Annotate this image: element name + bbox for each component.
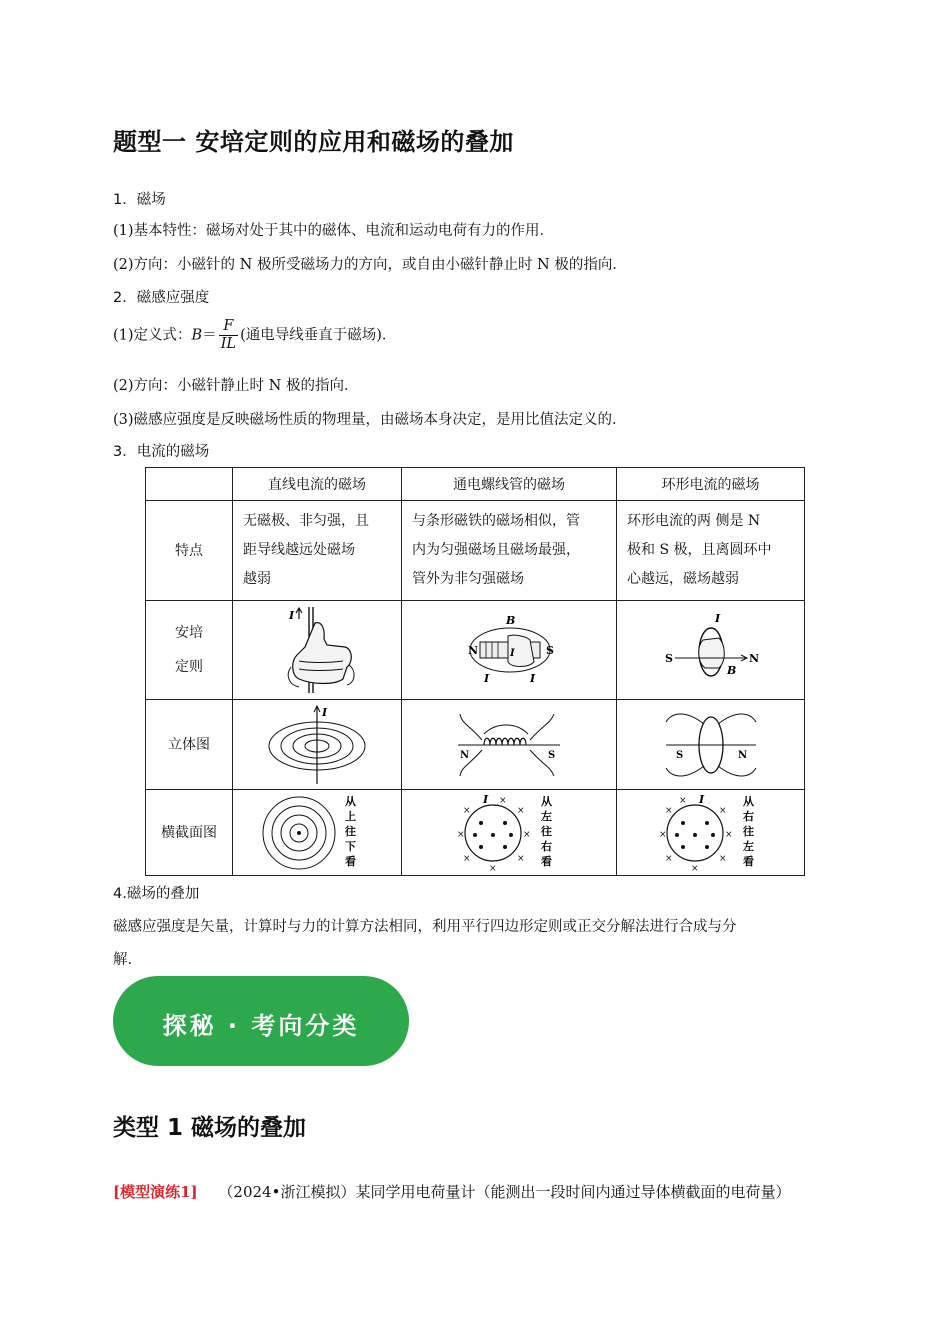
label-I: I	[510, 648, 515, 659]
view-direction-label	[541, 795, 552, 868]
svg-text:看: 看	[345, 854, 356, 868]
figure-loop-cross	[617, 790, 805, 876]
figure-solenoid-rule	[402, 601, 617, 700]
label-N: N	[460, 749, 470, 761]
section-heading-magnetic-field: 1．磁场	[113, 192, 166, 208]
right-hand-straight-illustration	[269, 605, 365, 695]
label-S: S	[548, 749, 556, 761]
exercise-tag: [模型演练1]	[113, 1183, 198, 1201]
svg-text:下: 下	[345, 839, 356, 853]
paragraph: (1)基本特性：磁场对处于其中的磁体、电流和运动电荷有力的作用．	[113, 223, 555, 239]
label-I: I	[483, 792, 489, 806]
label-I: I	[714, 612, 720, 625]
label-I: I	[484, 672, 490, 685]
svg-text:×: ×	[664, 805, 673, 816]
paragraph: 磁感应强度是矢量，计算时与力的计算方法相同，利用平行四边形定则或正交分解法进行合成与分	[113, 919, 737, 935]
svg-text:从: 从	[345, 794, 356, 808]
row-label: 安培 定则	[146, 601, 233, 700]
row-label: 横截面图	[146, 790, 233, 876]
current-field-table	[145, 467, 805, 876]
label-S: S	[546, 644, 554, 657]
figure-straight-rule	[233, 601, 402, 700]
right-hand-loop-illustration	[661, 610, 761, 690]
svg-text:×: ×	[499, 795, 507, 806]
svg-text:×: ×	[724, 829, 733, 840]
view-direction-label	[743, 795, 754, 868]
svg-text:×: ×	[718, 805, 727, 816]
loop-field-lines	[656, 704, 766, 786]
svg-text:从: 从	[541, 794, 552, 808]
svg-text:×: ×	[523, 829, 531, 840]
label-S: S	[664, 652, 673, 665]
figure-loop-rule	[617, 601, 805, 700]
table-header: 直线电流的磁场	[233, 468, 402, 501]
exercise-line	[113, 1181, 790, 1202]
section-heading-current-field: 3．电流的磁场	[113, 444, 210, 460]
label-I: I	[698, 792, 704, 806]
row-label: 立体图	[146, 700, 233, 790]
figure-loop-3d	[617, 700, 805, 790]
paragraph: (3)磁感应强度是反映磁场性质的物理量，由磁场本身决定，是用比值法定义的．	[113, 412, 627, 428]
section-heading-superposition: 4.磁场的叠加	[113, 886, 200, 902]
table-cell: 环形电流的两 侧是 N 极和 S 极，且离圆环中 心越远，磁场越弱	[617, 501, 805, 601]
svg-text:×: ×	[658, 829, 667, 840]
svg-text:×: ×	[718, 853, 727, 864]
figure-solenoid-cross	[402, 790, 617, 876]
svg-text:往: 往	[345, 824, 356, 838]
section-banner	[113, 976, 409, 1066]
label-B: B	[506, 614, 516, 627]
table-cell: 无磁极、非匀强，且 距导线越远处磁场 越弱	[233, 501, 402, 601]
banner-label: 探秘 · 考向分类	[162, 1012, 360, 1040]
svg-text:看: 看	[541, 854, 552, 868]
label-N: N	[468, 644, 479, 657]
label-S: S	[675, 749, 683, 761]
straight-wire-field-lines	[262, 704, 372, 786]
svg-text:从: 从	[742, 794, 754, 808]
table-header: 环形电流的磁场	[617, 468, 805, 501]
view-direction-label	[345, 795, 356, 868]
svg-text:往: 往	[742, 824, 754, 838]
label-N: N	[748, 652, 759, 665]
svg-text:左: 左	[541, 809, 552, 823]
straight-wire-cross-section	[257, 793, 377, 873]
svg-text:往: 往	[541, 824, 552, 838]
svg-text:看: 看	[742, 854, 754, 868]
row-label: 特点	[146, 501, 233, 601]
label-N: N	[737, 749, 747, 761]
svg-text:右: 右	[541, 839, 552, 853]
paragraph: 解.	[113, 952, 133, 968]
table-header: 通电螺线管的磁场	[402, 468, 617, 501]
paragraph: (2)方向：小磁针静止时 N 极的指向．	[113, 378, 359, 394]
right-hand-solenoid-illustration	[454, 610, 564, 690]
page-title: 题型一 安培定则的应用和磁场的叠加	[113, 128, 514, 156]
svg-text:×: ×	[678, 795, 687, 806]
svg-text:×: ×	[463, 853, 471, 864]
solenoid-cross-section	[449, 793, 569, 873]
label-I: I	[530, 672, 536, 685]
figure-straight-3d	[233, 700, 402, 790]
svg-text:×: ×	[517, 853, 525, 864]
label-I: I	[289, 609, 295, 622]
svg-text:×: ×	[517, 805, 525, 816]
svg-text:×: ×	[489, 863, 497, 873]
type-heading: 类型 1 磁场的叠加	[113, 1115, 307, 1141]
figure-straight-cross	[233, 790, 402, 876]
table-header	[146, 468, 233, 501]
paragraph: (2)方向：小磁针的 N 极所受磁场力的方向，或自由小磁针静止时 N 极的指向．	[113, 257, 627, 273]
exercise-text: （2024•浙江模拟）某同学用电荷量计（能测出一段时间内通过导体横截面的电荷量）	[218, 1183, 791, 1201]
svg-text:×: ×	[664, 853, 673, 864]
svg-text:×: ×	[463, 805, 471, 816]
figure-solenoid-3d	[402, 700, 617, 790]
solenoid-field-lines	[454, 704, 564, 786]
fraction: $\frac{F}{IL}$	[220, 318, 237, 352]
label-I: I	[322, 705, 328, 719]
svg-text:×: ×	[457, 829, 465, 840]
table-cell: 与条形磁铁的磁场相似，管 内为匀强磁场且磁场最强， 管外为非匀强磁场	[402, 501, 617, 601]
svg-text:上: 上	[345, 809, 356, 823]
section-heading-induction: 2．磁感应强度	[113, 290, 210, 306]
definition-formula: (1)定义式：B＝ $\frac{F}{IL}$ (通电导线垂直于磁场)．	[113, 318, 397, 352]
loop-cross-section	[651, 793, 771, 873]
svg-text:右: 右	[742, 809, 754, 823]
label-B: B	[726, 664, 736, 677]
svg-text:左: 左	[742, 839, 754, 853]
svg-text:×: ×	[690, 863, 699, 873]
